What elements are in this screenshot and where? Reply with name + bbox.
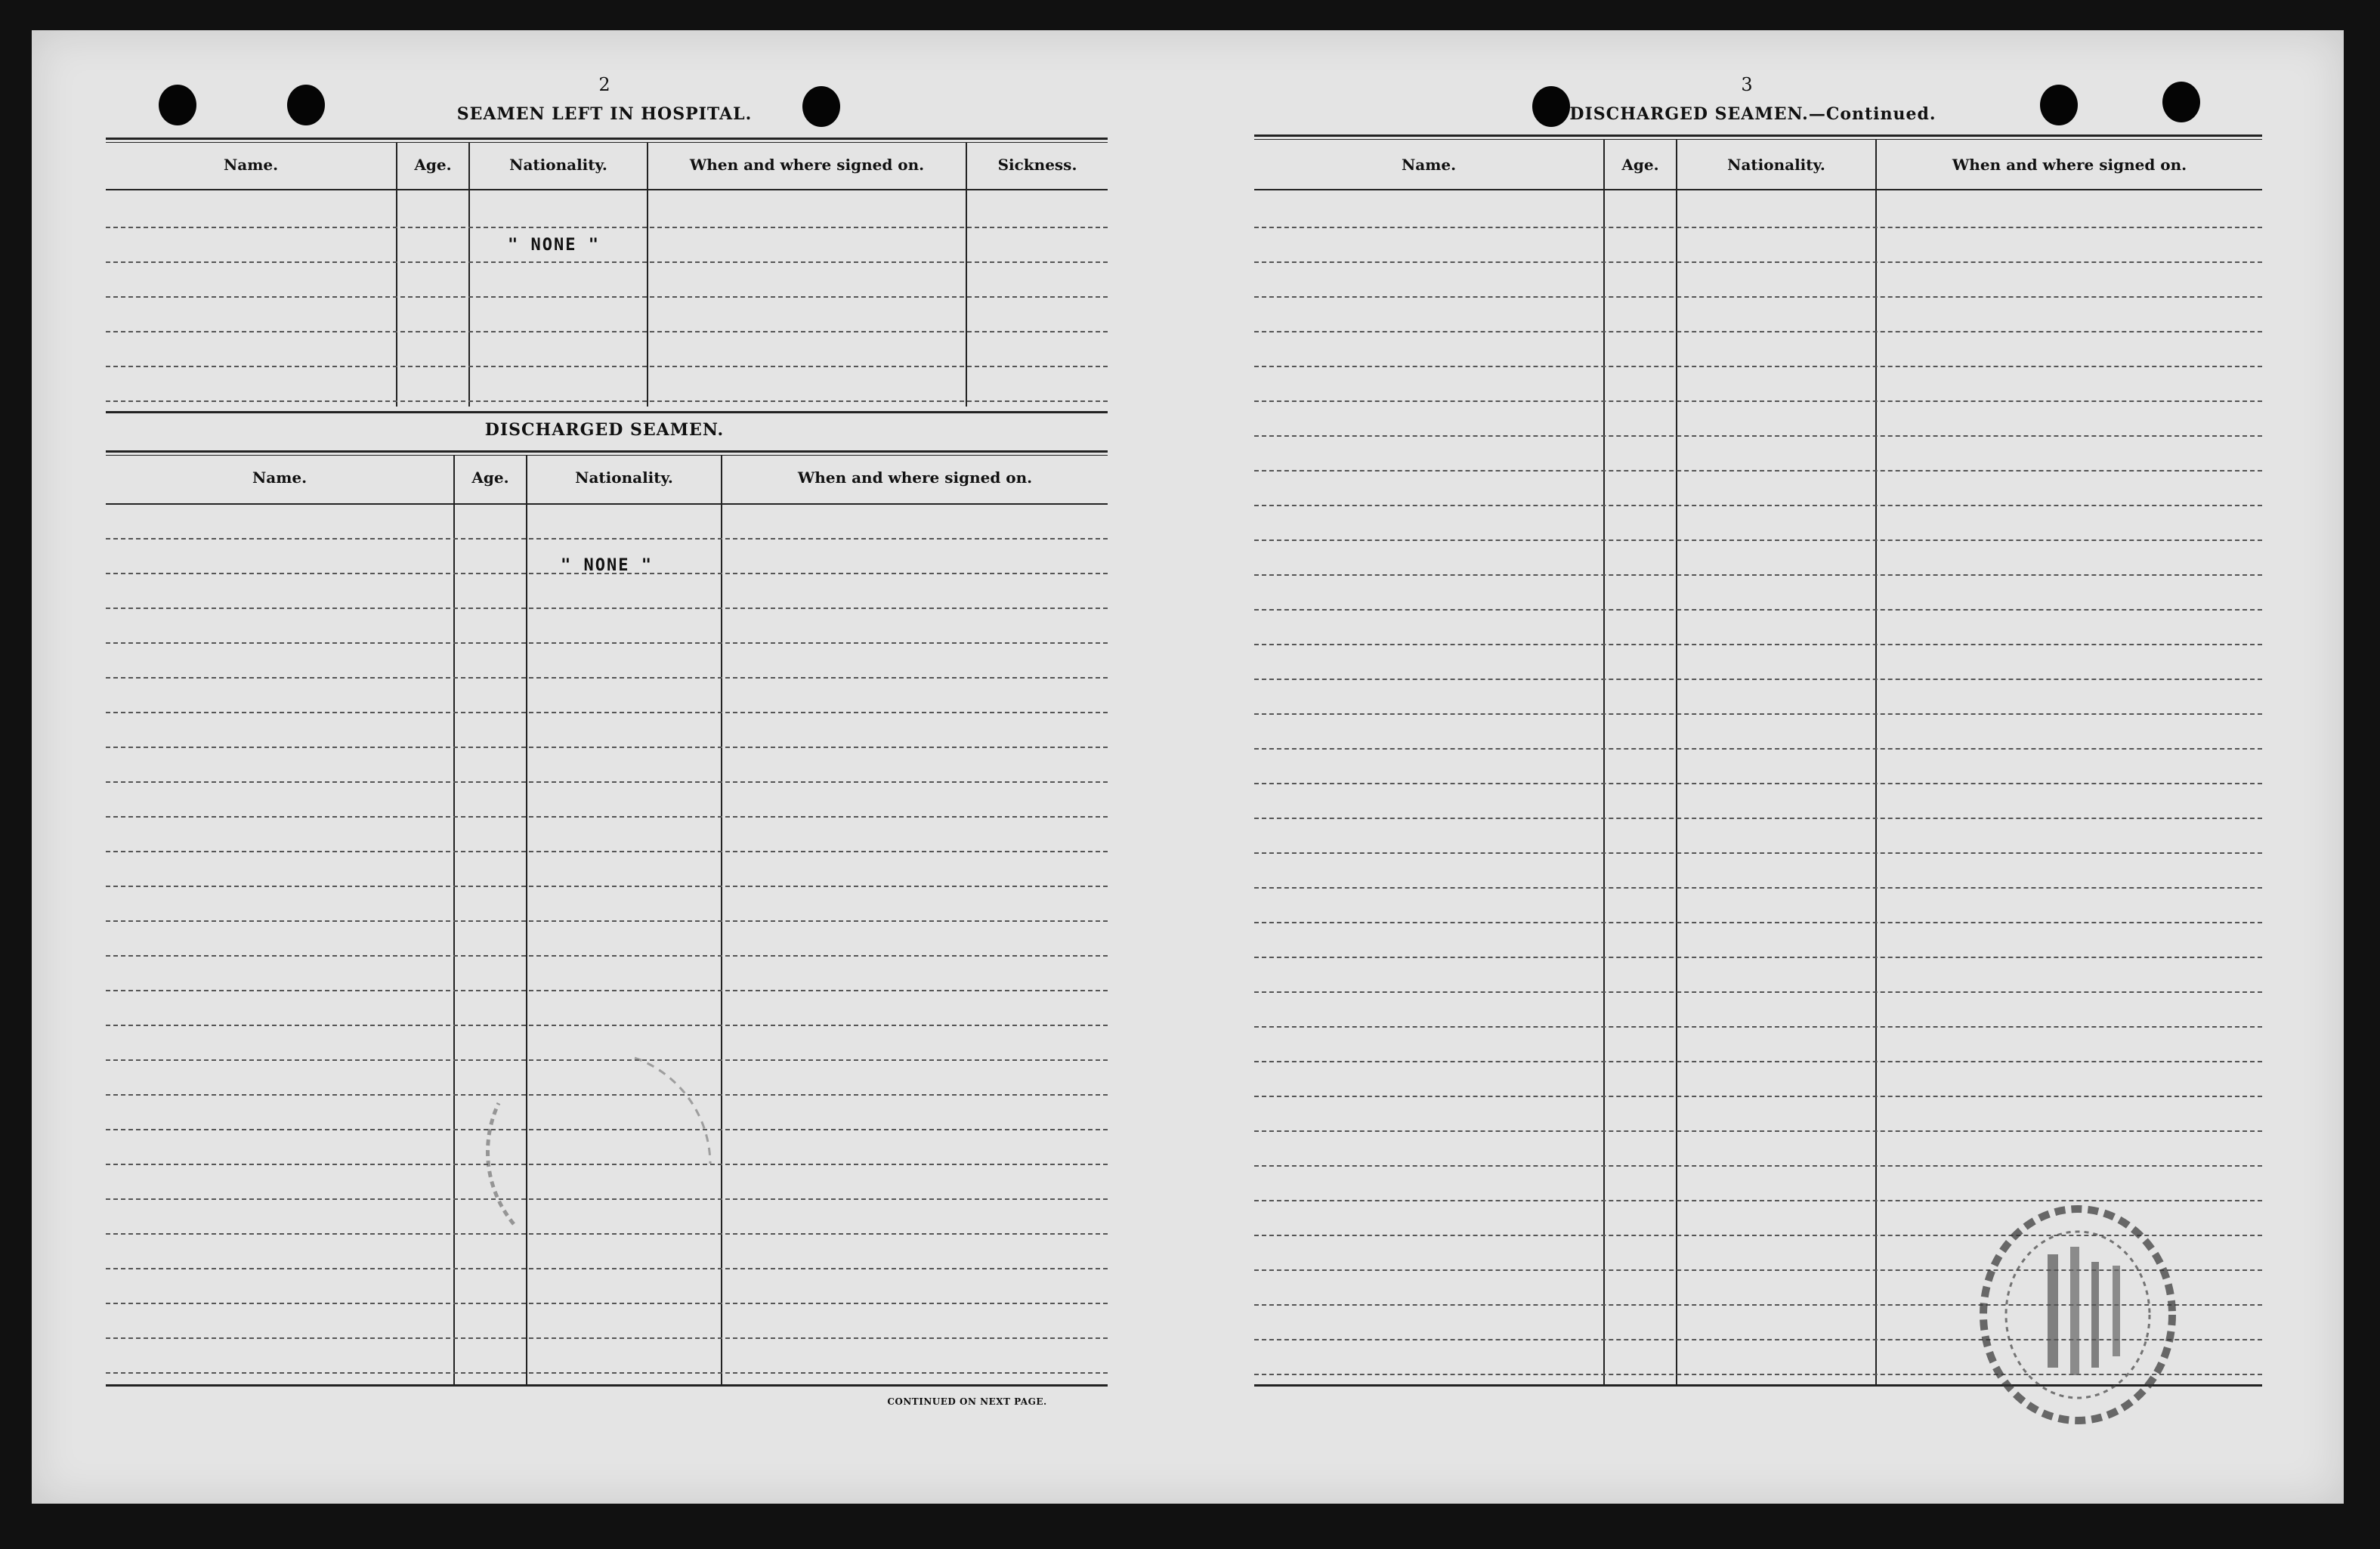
discharged-title-rule <box>106 411 1108 413</box>
ruled-line <box>1254 261 2262 263</box>
punch-hole <box>159 85 196 125</box>
ruled-line <box>1254 679 2262 680</box>
ruled-line <box>1254 887 2262 889</box>
faded-stamp-left <box>468 1028 740 1254</box>
ruled-line <box>1254 435 2262 437</box>
ruled-line <box>106 955 1108 957</box>
discharged-table-top-rule <box>106 450 1108 453</box>
ruled-line <box>1254 574 2262 576</box>
ruled-line <box>1254 922 2262 923</box>
hospital-ruled-line <box>106 400 1108 402</box>
punch-hole <box>2040 85 2078 125</box>
punch-hole <box>287 85 325 125</box>
ruled-line <box>1254 818 2262 819</box>
ruled-line <box>106 677 1108 679</box>
ruled-line <box>1254 1061 2262 1062</box>
discharged-section-title: DISCHARGED SEAMEN. <box>484 420 725 440</box>
ruled-line <box>1254 957 2262 958</box>
ruled-line <box>106 747 1108 748</box>
discharged-col-signed-on: When and where signed on. <box>797 468 1033 487</box>
right-header-rule <box>1254 189 2262 190</box>
discharged-col-nationality: Nationality. <box>575 468 673 487</box>
ruled-line <box>106 1268 1108 1269</box>
hospital-ruled-line <box>106 296 1108 298</box>
ruled-line <box>106 851 1108 852</box>
ruled-line <box>1254 227 2262 228</box>
ruled-line <box>106 538 1108 540</box>
right-col-nationality: Nationality. <box>1727 156 1825 174</box>
ruled-line <box>106 1337 1108 1339</box>
ruled-line <box>1254 1096 2262 1097</box>
ruled-line <box>1254 1130 2262 1132</box>
hospital-col-sickness: Sickness. <box>997 156 1077 174</box>
ruled-line <box>106 1303 1108 1304</box>
right-table-top-rule <box>1254 134 2262 137</box>
hospital-table-top-rule <box>106 138 1108 140</box>
punch-hole <box>802 86 840 127</box>
hospital-ruled-line <box>106 261 1108 263</box>
right-col-age: Age. <box>1621 156 1659 174</box>
ruled-line <box>1254 540 2262 541</box>
ruled-line <box>1254 1165 2262 1167</box>
hospital-ruled-line <box>106 227 1108 228</box>
right-page-number: 3 <box>1741 74 1753 95</box>
ruled-line <box>1254 644 2262 645</box>
hospital-section-title: SEAMEN LEFT IN HOSPITAL. <box>456 104 753 124</box>
ruled-line <box>106 816 1108 818</box>
discharged-col-divider <box>453 455 455 1384</box>
right-col-name: Name. <box>1401 156 1457 174</box>
ruled-line <box>1254 366 2262 367</box>
hospital-ruled-line <box>106 366 1108 367</box>
ruled-line <box>1254 470 2262 472</box>
right-section-title: DISCHARGED SEAMEN.—Continued. <box>1569 104 1936 124</box>
hospital-none-entry: " NONE " <box>508 236 600 255</box>
hospital-col-nationality: Nationality. <box>509 156 607 174</box>
discharged-col-name: Name. <box>252 468 308 487</box>
right-table-top-rule-2 <box>1254 139 2262 140</box>
ruled-line <box>1254 331 2262 332</box>
discharged-table-top-rule-2 <box>106 455 1108 456</box>
hospital-col-name: Name. <box>223 156 279 174</box>
ruled-line <box>1254 400 2262 402</box>
hospital-table-top-rule-2 <box>106 142 1108 143</box>
left-bottom-rule <box>106 1384 1108 1387</box>
continued-footer: CONTINUED ON NEXT PAGE. <box>887 1396 1047 1407</box>
hospital-header-rule <box>106 189 1108 190</box>
ruled-line <box>106 781 1108 783</box>
ruled-line <box>1254 296 2262 298</box>
ruled-line <box>1254 783 2262 784</box>
hospital-ruled-line <box>106 331 1108 332</box>
ruled-line <box>106 990 1108 991</box>
ruled-line <box>1254 748 2262 750</box>
ruled-line <box>1254 1026 2262 1028</box>
discharged-header-rule <box>106 503 1108 505</box>
ruled-line <box>106 920 1108 922</box>
punch-hole <box>2162 82 2200 122</box>
right-col-divider <box>1875 139 1877 1384</box>
ruled-line <box>106 712 1108 713</box>
ruled-line <box>106 1372 1108 1374</box>
date-stamp <box>1964 1194 2191 1443</box>
ruled-line <box>106 886 1108 887</box>
ruled-line <box>1254 609 2262 611</box>
ruled-line <box>1254 852 2262 854</box>
hospital-col-signed-on: When and where signed on. <box>689 156 925 174</box>
ruled-line <box>1254 713 2262 715</box>
ruled-line <box>1254 505 2262 506</box>
left-page-number: 2 <box>598 74 610 95</box>
ruled-line <box>106 642 1108 644</box>
ruled-line <box>106 1025 1108 1026</box>
hospital-col-age: Age. <box>414 156 452 174</box>
discharged-none-entry: " NONE " <box>561 556 653 575</box>
right-col-divider <box>1603 139 1605 1384</box>
right-col-divider <box>1676 139 1677 1384</box>
ruled-line <box>1254 991 2262 993</box>
discharged-col-age: Age. <box>471 468 509 487</box>
right-col-signed-on: When and where signed on. <box>1952 156 2187 174</box>
ruled-line <box>106 608 1108 609</box>
